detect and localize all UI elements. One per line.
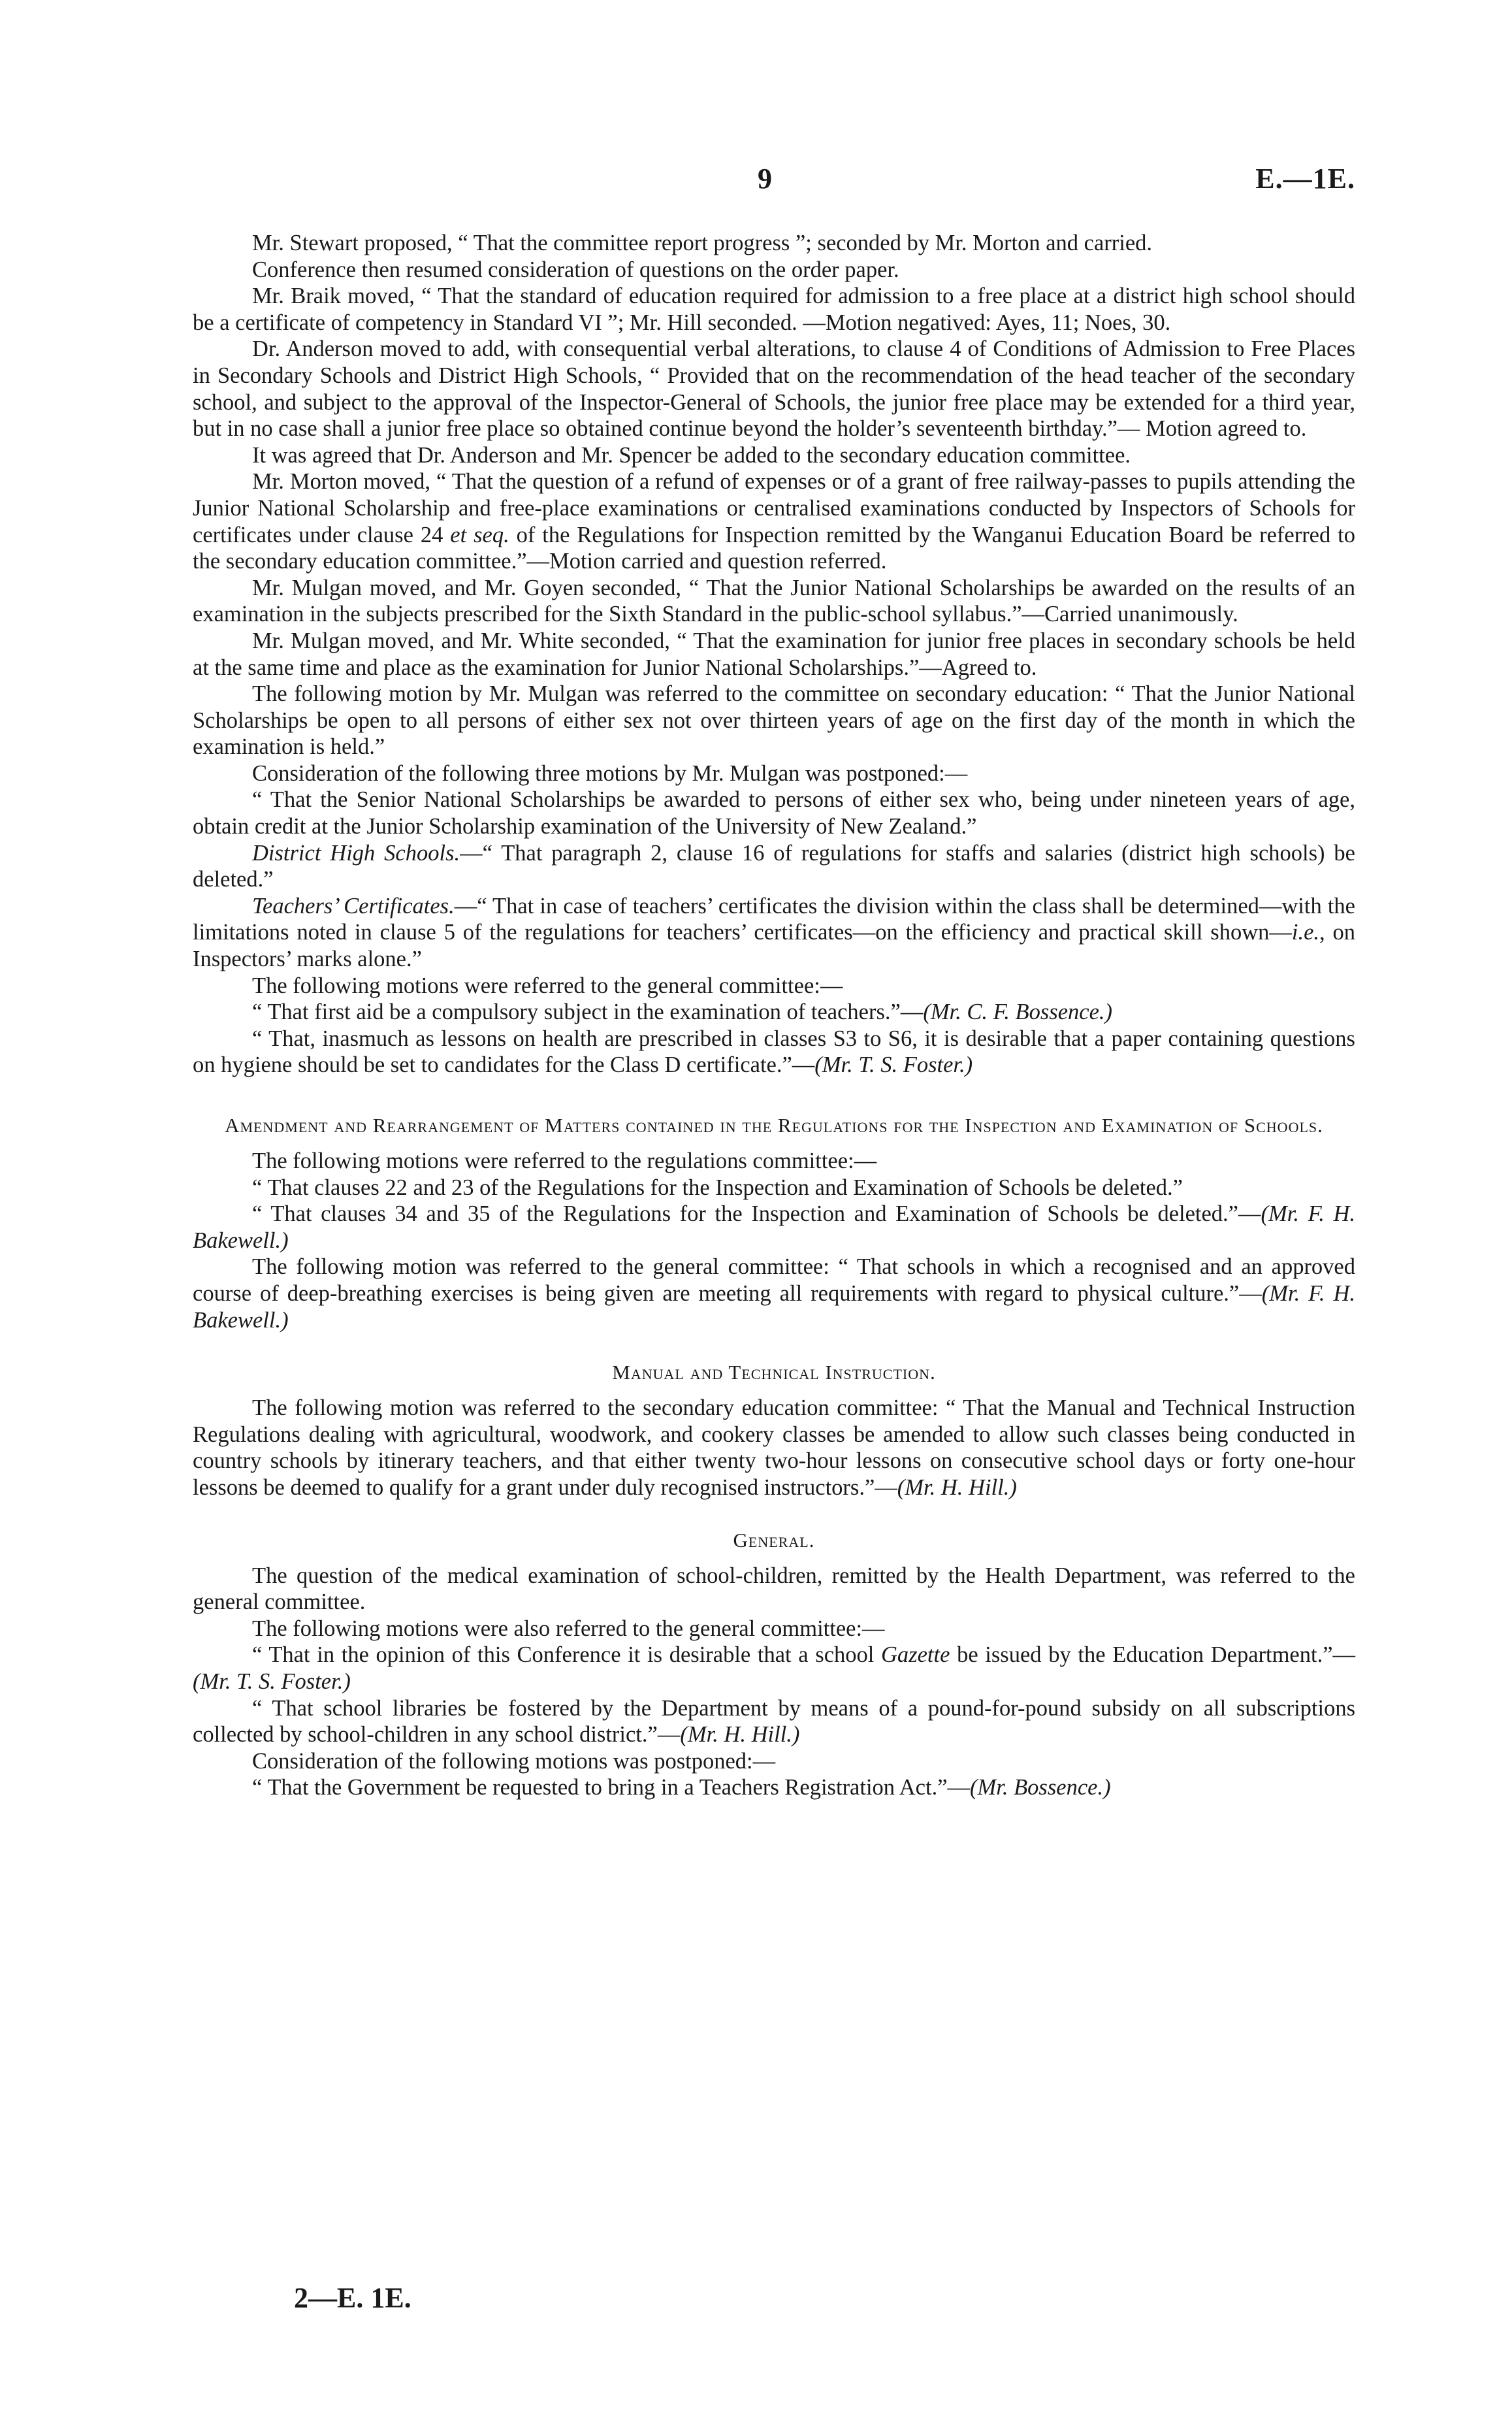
attribution: (Mr. Bossence.) (970, 1775, 1111, 1800)
paragraph: It was agreed that Dr. Anderson and Mr. Spencer be added to the secondary education committee. (252, 442, 1131, 468)
document-reference: E.—1E. (1255, 163, 1355, 195)
paragraph: Mr. Mulgan moved, and Mr. Goyen seconded, “ That the Junior National Scholarships be awarded on the results of an examination in the subjects prescribed for the Sixth Standard in the public-school syllabus.”—Carried unanimously. (193, 575, 1355, 627)
italic-text: Gazette (881, 1642, 950, 1668)
paragraph-text: “ That in the opinion of this Conference it is desirable that a school (252, 1642, 882, 1668)
paragraph-text: —“ That in case of teachers’ certificates the division within the class shall be determined—with the limitations noted in clause 5 of the regulations for teachers’ certificates—on the efficiency and practical skill shown— (193, 893, 1355, 945)
paragraph: The following motions were referred to the regulations committee:— (252, 1148, 877, 1173)
paragraph: Consideration of the following three motions by Mr. Mulgan was postponed:— (252, 760, 968, 786)
paragraph: Mr. Stewart proposed, “ That the committee report progress ”; seconded by Mr. Morton and carried. (252, 231, 1153, 255)
paragraph-text: “ That clauses 34 and 35 of the Regulations for the Inspection and Examination of Schools be deleted.”— (252, 1201, 1261, 1227)
paragraph-text: “ That, inasmuch as lessons on health are prescribed in classes S3 to S6, it is desirable that a paper containing questions on hygiene should be set to candidates for the Class D certificate.”— (193, 1026, 1355, 1078)
quoted-motion (193, 1201, 1355, 1254)
attribution: (Mr. T. S. Foster.) (193, 1668, 351, 1694)
paragraph (193, 1395, 1355, 1501)
paragraph: The following motions were referred to the general committee:— (252, 973, 843, 998)
paragraph (193, 840, 1355, 893)
attribution: (Mr. C. F. Bossence.) (923, 1000, 1113, 1025)
paragraph-text: be issued by the Education Department.”— (950, 1642, 1356, 1668)
attribution: (Mr. F. H. Bakewell.) (193, 1201, 1355, 1253)
italic-text: i.e. (1291, 920, 1320, 945)
page-number: 9 (758, 163, 772, 195)
paragraph: The following motions were also referred to the general committee:— (252, 1616, 885, 1641)
paragraph-text: “ That first aid be a compulsory subject in the examination of teachers.”— (252, 1000, 924, 1025)
quoted-motion (193, 1026, 1355, 1079)
section-heading: General. (733, 1528, 815, 1552)
paragraph-text: “ That the Government be requested to bring in a Teachers Registration Act.”— (252, 1775, 971, 1800)
paragraph-text: Mr. Morton moved, “ That the question of a refund of expenses or of a grant of free railway-passes to pupils attending the Junior National Scholarship and free-place examinations or centralised examinations conducted by Inspectors of Schools for certificates under clause 24 (193, 469, 1355, 547)
section-heading: Manual and Technical Instruction. (612, 1361, 936, 1384)
paragraph: Mr. Braik moved, “ That the standard of education required for admission to a free place at a district high school should be a certificate of competency in Standard VI ”; Mr. Hill seconded. —Motion negatived: Ayes, 11; Noes, 30. (193, 284, 1355, 335)
paragraph-text: “ That school libraries be fostered by the Department by means of a pound-for-pound subsidy on all subscriptions collected by school-children in any school district.”— (193, 1695, 1355, 1748)
section-heading: Amendment and Rearrangement of Matters contained in the Regulations for the Inspection and Examination of Schools. (225, 1114, 1323, 1137)
attribution: (Mr. F. H. Bakewell.) (193, 1280, 1355, 1333)
signature-mark: 2—E. 1E. (294, 2282, 411, 2314)
paragraph-text: of the Regulations for Inspection remitted by the Wanganui Education Board be referred to the secondary education committee.”—Motion carried and question referred. (193, 522, 1356, 574)
attribution: (Mr. H. Hill.) (680, 1722, 800, 1748)
motion-label: Teachers’ Certificates. (252, 893, 455, 919)
paragraph: Mr. Mulgan moved, and Mr. White seconded, “ That the examination for junior free places in secondary schools be held at the same time and place as the examination for Junior National Scholarships.”—Agreed to. (193, 628, 1355, 680)
quoted-motion: “ That clauses 22 and 23 of the Regulations for the Inspection and Examination of Schools be deleted.” (252, 1175, 1183, 1200)
motion-label: District High Schools. (252, 840, 460, 866)
quoted-motion: “ That the Senior National Scholarships be awarded to persons of either sex who, being under nineteen years of age, obtain credit at the Junior Scholarship examination of the University of New Zealand.” (193, 787, 1355, 839)
paragraph-text: The following motion was referred to the general committee: “ That schools in which a recognised and an approved course of deep-breathing exercises is being given are meeting all requirements with regard to physical culture.”— (193, 1254, 1355, 1306)
quoted-motion (193, 1774, 1355, 1801)
italic-text: et seq. (450, 522, 509, 547)
paragraph-text: The following motion was referred to the secondary education committee: “ That the Manual and Technical Instruction Regulations dealing with agricultural, woodwork, and cookery classes be amended to allow such classes being conducted in country schools by itinerary teachers, and that either twenty two-hour lessons on consecutive school days or forty one-hour lessons be deemed to qualify for a grant under duly recognised instructors.”— (193, 1395, 1355, 1500)
paragraph: The following motion by Mr. Mulgan was referred to the committee on secondary education: “ That the Junior National Scholarships be open to all persons of either sex not over thirteen years of age on the first day of the month in which the examination is held.” (193, 681, 1355, 760)
paragraph-text: , on Inspectors’ marks alone.” (193, 920, 1356, 972)
quoted-motion (193, 1642, 1355, 1695)
paragraph-text: —“ That paragraph 2, clause 16 of regulations for staffs and salaries (district high schools) be deleted.” (193, 840, 1355, 892)
quoted-motion (193, 1695, 1355, 1748)
paragraph (193, 893, 1355, 973)
paragraph (193, 1254, 1355, 1333)
paragraph: Dr. Anderson moved to add, with consequential verbal alterations, to clause 4 of Conditions of Admission to Free Places in Secondary Schools and District High Schools, “ Provided that on the recommendation of the head teacher of the secondary school, and subject to the approval of the Inspector-General of Schools, the junior free place may be extended for a third year, but in no case shall a junior free place so obtained continue beyond the holder’s seventeenth birthday.”— Motion agreed to. (193, 336, 1355, 442)
quoted-motion (193, 999, 1355, 1026)
attribution: (Mr. H. Hill.) (897, 1474, 1017, 1500)
document-body (193, 230, 1355, 1801)
paragraph (193, 468, 1355, 574)
paragraph: Conference then resumed consideration of questions on the order paper. (252, 257, 899, 282)
paragraph: The question of the medical examination of school-children, remitted by the Health Department, was referred to the general committee. (193, 1563, 1355, 1615)
paragraph: Consideration of the following motions was postponed:— (252, 1748, 776, 1774)
page-header (0, 162, 1512, 201)
attribution: (Mr. T. S. Foster.) (814, 1052, 973, 1078)
